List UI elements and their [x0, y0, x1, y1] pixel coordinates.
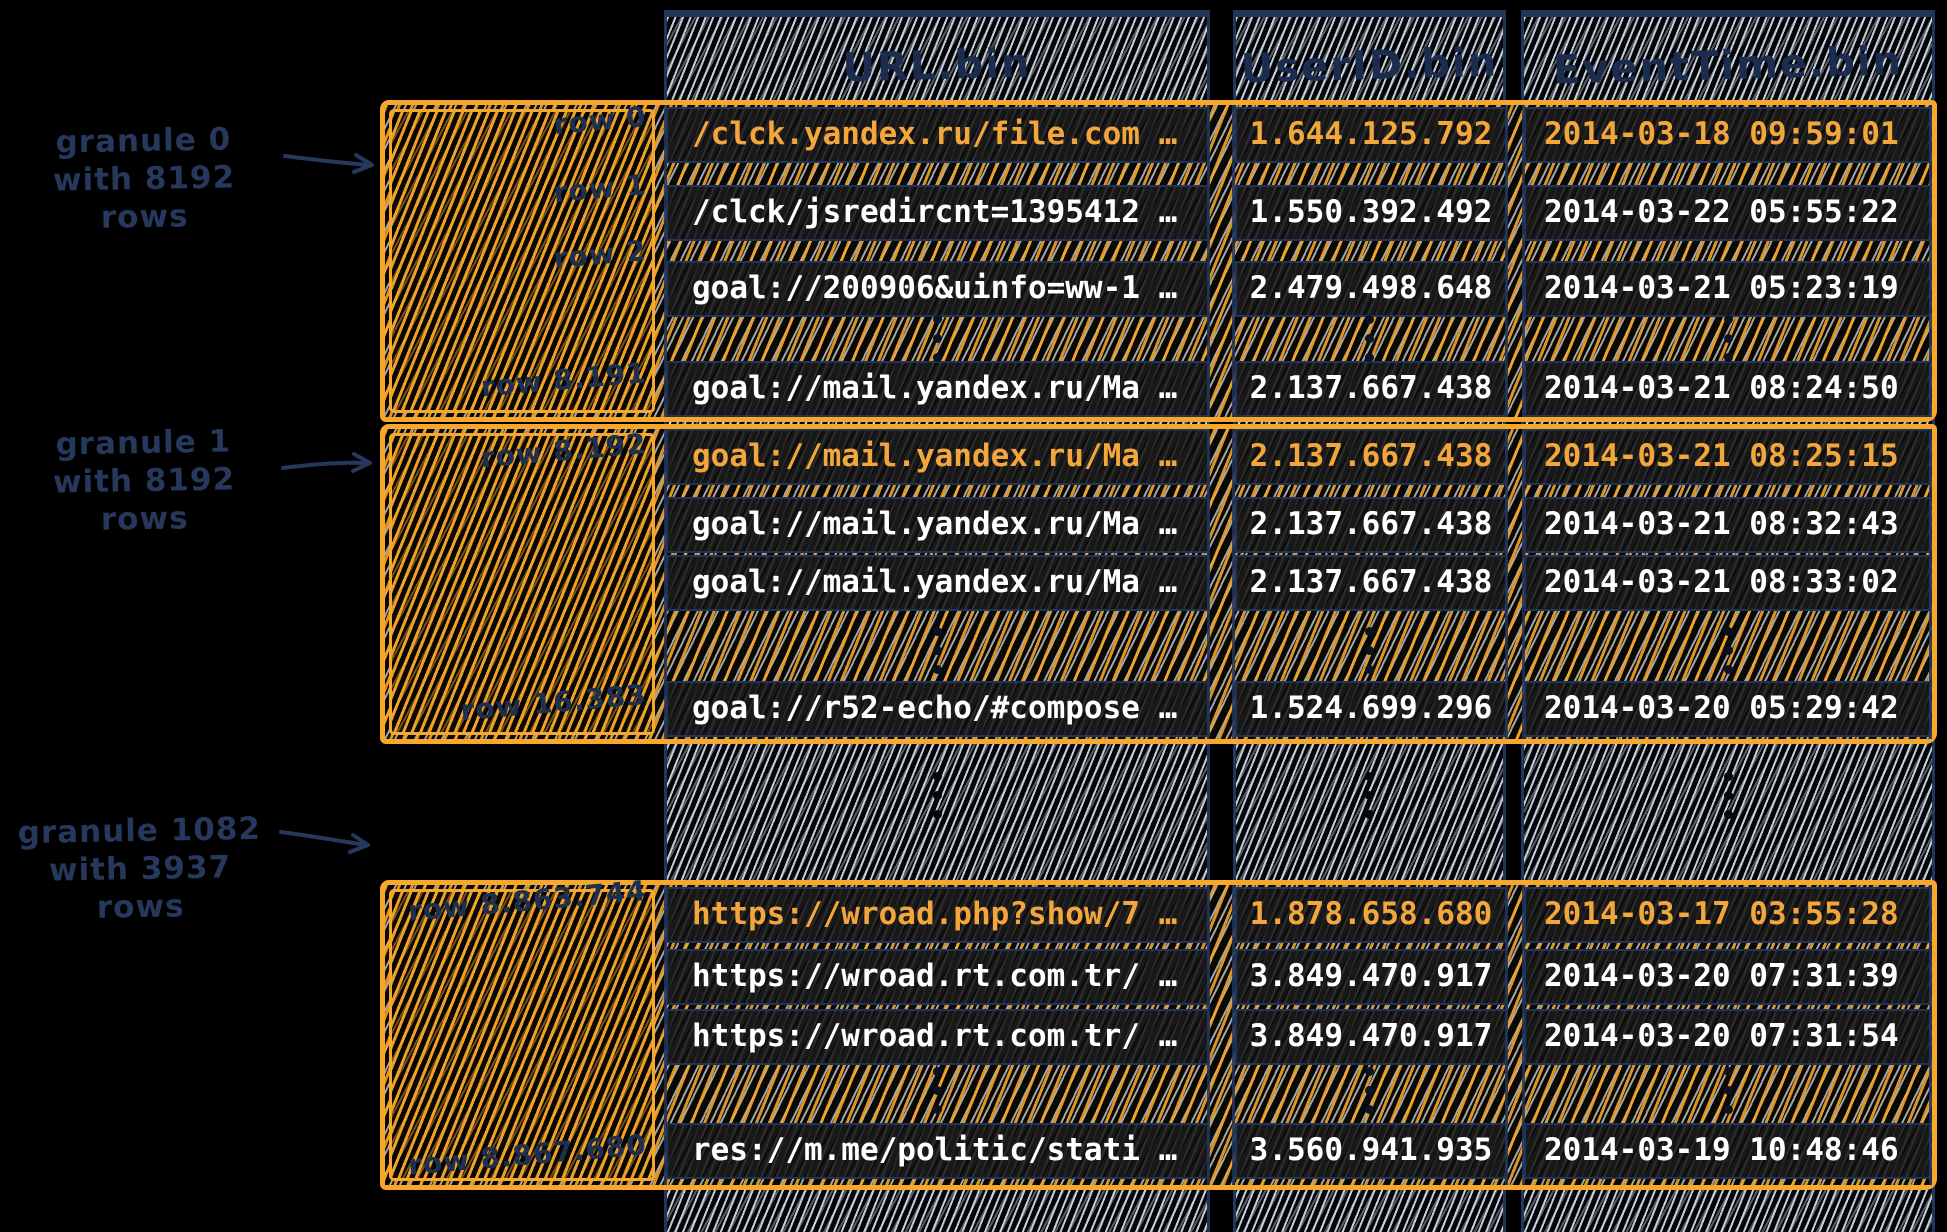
row-label: row 8.191 — [479, 356, 648, 404]
event-time-cell: 2014-03-19 10:48:46 — [1524, 1123, 1931, 1179]
granule-1082-box — [380, 874, 1937, 1190]
row-label: row 8.867.680 — [406, 1128, 648, 1182]
table-row — [385, 949, 1932, 1005]
arrow-right-icon — [278, 816, 378, 864]
ellipsis-dots — [933, 772, 942, 829]
url-cell: goal://r52-echo/#compose … — [666, 681, 1209, 737]
user-id-cell: 1.644.125.792 — [1235, 107, 1507, 163]
url-cell: https://wroad.php?show/7 … — [666, 887, 1209, 943]
column-header-url-bin: URL.bin — [842, 40, 1032, 92]
user-id-cell: 2.137.667.438 — [1235, 497, 1507, 553]
event-time-cell: 2014-03-20 07:31:39 — [1524, 949, 1931, 1005]
event-time-cell: 2014-03-21 08:33:02 — [1524, 555, 1931, 611]
user-id-cell: 2.137.667.438 — [1235, 361, 1507, 417]
user-id-cell: 3.560.941.935 — [1235, 1123, 1507, 1179]
user-id-cell: 1.550.392.492 — [1235, 185, 1507, 241]
url-cell: goal://mail.yandex.ru/Ma … — [666, 361, 1209, 417]
event-time-cell: 2014-03-20 05:29:42 — [1524, 681, 1931, 737]
table-row — [385, 497, 1932, 553]
row-label: row 0 — [552, 100, 648, 142]
ellipsis-dots — [933, 1067, 942, 1124]
user-id-cell: 1.878.658.680 — [1235, 887, 1507, 943]
url-cell: goal://200906&uinfo=ww-1 … — [666, 261, 1209, 317]
row-label: row 16.383 — [459, 678, 648, 728]
event-time-cell: 2014-03-21 08:25:15 — [1524, 429, 1931, 485]
event-time-cell: 2014-03-22 05:55:22 — [1524, 185, 1931, 241]
granule-1-box — [380, 424, 1937, 744]
ellipsis-dots — [1724, 772, 1733, 829]
url-cell: goal://mail.yandex.ru/Ma … — [666, 497, 1209, 553]
annotation-line: with 3937 rows — [48, 849, 232, 926]
ellipsis-dots — [1724, 627, 1733, 684]
column-header-userid-bin: UserID.bin — [1240, 39, 1499, 93]
arrow-right-icon — [280, 446, 380, 490]
row-label: row 8.863.744 — [406, 874, 648, 928]
annotation-line: granule 1082 — [17, 810, 262, 852]
table-row — [385, 1009, 1932, 1065]
user-id-cell: 2.137.667.438 — [1235, 429, 1507, 485]
annotation-granule-1082 — [1, 810, 279, 929]
annotation-line: granule 1 — [55, 423, 232, 463]
user-id-cell: 2.137.667.438 — [1235, 555, 1507, 611]
ellipsis-dots — [1365, 627, 1374, 684]
ellipsis-dots — [933, 627, 942, 684]
event-time-cell: 2014-03-20 07:31:54 — [1524, 1009, 1931, 1065]
ellipsis-dots — [1724, 1067, 1733, 1124]
annotation-line: with 8192 rows — [52, 461, 236, 538]
event-time-cell: 2014-03-18 09:59:01 — [1524, 107, 1931, 163]
annotation-line: with 8192 rows — [52, 159, 236, 236]
url-cell: res://m.me/politic/stati … — [666, 1123, 1209, 1179]
ellipsis-dots — [1365, 772, 1374, 829]
url-cell: https://wroad.rt.com.tr/ … — [666, 1009, 1209, 1065]
user-id-cell: 1.524.699.296 — [1235, 681, 1507, 737]
arrow-right-icon — [282, 140, 382, 184]
ellipsis-dots — [933, 315, 942, 372]
annotation-granule-1 — [5, 422, 283, 541]
url-cell: /clck.yandex.ru/file.com … — [666, 107, 1209, 163]
table-row — [385, 555, 1932, 611]
event-time-cell: 2014-03-21 08:24:50 — [1524, 361, 1931, 417]
ellipsis-dots — [1724, 315, 1733, 372]
column-header-eventtime-bin: EventTime.bin — [1552, 38, 1904, 94]
event-time-cell: 2014-03-21 05:23:19 — [1524, 261, 1931, 317]
user-id-cell: 3.849.470.917 — [1235, 1009, 1507, 1065]
url-cell: https://wroad.rt.com.tr/ … — [666, 949, 1209, 1005]
row-label: row 8.192 — [479, 427, 648, 475]
url-cell: goal://mail.yandex.ru/Ma … — [666, 555, 1209, 611]
row-label: row 2 — [552, 234, 648, 276]
ellipsis-dots — [1365, 315, 1374, 372]
url-cell: goal://mail.yandex.ru/Ma … — [666, 429, 1209, 485]
user-id-cell: 3.849.470.917 — [1235, 949, 1507, 1005]
event-time-cell: 2014-03-21 08:32:43 — [1524, 497, 1931, 553]
url-cell: /clck/jsredircnt=1395412 … — [666, 185, 1209, 241]
user-id-cell: 2.479.498.648 — [1235, 261, 1507, 317]
granule-0-box — [380, 100, 1937, 422]
row-label: row 1 — [552, 168, 648, 210]
annotation-granule-0 — [5, 120, 283, 239]
event-time-cell: 2014-03-17 03:55:28 — [1524, 887, 1931, 943]
annotation-line: granule 0 — [55, 121, 232, 161]
ellipsis-dots — [1365, 1067, 1374, 1124]
